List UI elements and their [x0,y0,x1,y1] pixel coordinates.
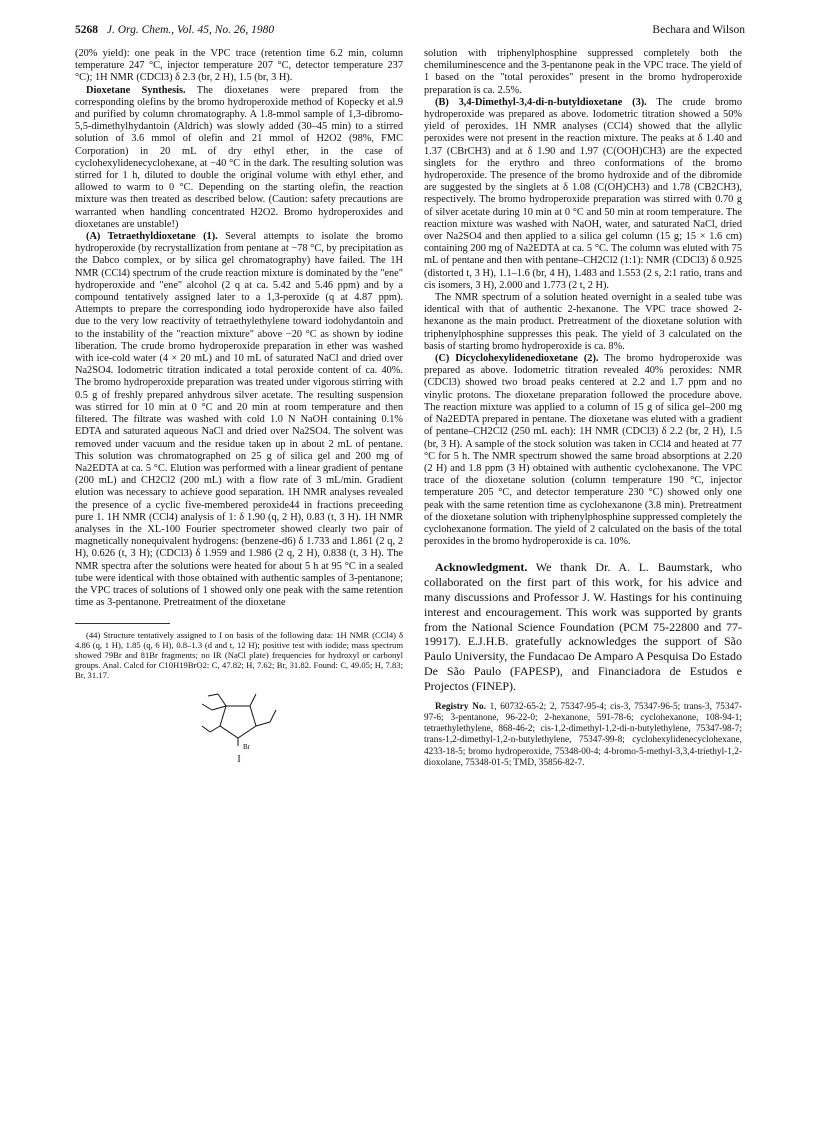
section-heading: Dioxetane Synthesis. [86,84,186,96]
paragraph [75,231,403,609]
section-heading: (A) Tetraethyldioxetane (1). [86,231,218,243]
paragraph-text: Several attempts to isolate the bromo hydroperoxide (by recrystallization from pentane at −78 °C, by precipitation as the Dabco complex, or by silica gel chromatography) have failed. The 1H NMR (CCl4) spectrum of the crude reaction mixture is dominated by the "ene" hydroperoxide and "ene" alcohol (2 q at ca. 5.42 and 5.46 ppm) and by a compound tentatively assigned later to a 1,3-peroxide (q at 4.87 ppm). Attempts to prepare the corresponding iodo hydroperoxide have also failed due to the very low reactivity of tetraethylethylene toward iodohydantoin and to the instability of the "reaction mixture" above −20 °C as shown by iodine liberation. The crude bromo hydroperoxide preparation in ether was washed with ice-cold water (4 × 20 mL) and 10 mL of saturated NaCl and dried over Na2SO4. Iodometric titration indicated a total peroxide content of ca. 40%. The bromo hydroperoxide preparation was treated under vigorous stirring with 0.5 g of freshly prepared anhydrous silver acetate. The resulting suspension was stirred for 10 min at 0 °C and 20 min at room temperature and then filtered. The filtrate was washed with cold 1.0 N NaOH containing 0.1% EDTA and saturated aqueous NaCl and dried over Na2SO4. The solvent was removed under vacuum and the residue taken up in about 2 mL of pentane. This solution was chromatographed on 25 g of silica gel and 200 mg of Na2EDTA at ca. 5 °C. Elution was performed with a linear gradient of pentane (200 mL) and CH2Cl2 (200 mL) with a flow rate of 3 mL/min. Gradient elution was necessary to achieve good separation. 1H NMR analyses revealed the presence of a cyclic five-membered peroxide44 in fractions preceeding pure 1. 1H NMR (CCl4) analysis of 1: δ 1.90 (q, 2 H), 0.83 (t, 3 H). 1H NMR analyses in the XL-100 Fourier spectrometer showed clearly two pair of magnetically nonequivalent hydrogens: (benzene-d6) δ 1.733 and 1.861 (2 q, 2 H), 0.626 (t, 3 H); (CDCl3) δ 1.959 and 1.986 (2 q, 2 H), 0.838 (t, 3 H). The NMR spectra after the solutions were heated for about 5 h at 95 °C in a sealed tube were identical with those obtained with authentic samples of 3-pentanone; the VPC traces of solutions of 1 showed only one peak with the same retention time as 3-pentanone. Pretreatment of the dioxetane [75,231,403,609]
paragraph: solution with triphenylphosphine suppressed completely both the chemiluminescence and the 3-pentanone peak in the VPC trace. The yield of 1 based on the "total peroxides" present in the bromo hydroperoxide preparation is ca. 2.5%. [424,48,742,96]
paragraph-text: The crude bromo hydroperoxide was prepared as above. Iodometric titration showed a 50% yield of peroxides. 1H NMR analyses (CCl4) showed that the allylic peroxides were not present in the reaction mixture. The peaks at δ 1.40 and 1.37 (CBrCH3) and at δ 1.90 and 1.97 (C(OOH)CH3) are the expected singlets for the erythro and threo conformations of the bromo hydroperoxide. The presence of the bromo hydroxide and of the dibromide are suggested by the singlets at δ 1.08 (C(OH)CH3) and 1.78 (CB2CH3), respectively. The bromo hydroperoxide preparation was stirred with 0.70 g of silver acetate during 10 min at 0 °C and 50 min at room temperature. The reaction mixture was washed with NaOH, water, and saturated NaCl, dried over Na2SO4 and then applied to a silica gel column (15 g; 15 × 1.6 cm) containing 200 mg of Na2EDTA at ca. 5 °C. The column was eluted with 75 mL of pentane and then with pentane–CH2Cl2 (1:1): NMR (CDCl3) δ 0.925 (distorted t, 3 H), 1.1–1.6 (br, 4 H), 1.483 and 1.553 (2 s, 2:1 ratio, trans and cis isomers, 3 H), 2.000 and 1.773 (2 t, 2 H). [424,96,742,291]
right-column [424,48,742,769]
header-left [75,24,274,36]
running-header [75,24,745,46]
acknowledgment-heading: Acknowledgment. [435,560,528,575]
paragraph [424,353,742,548]
structure-figure [75,688,403,766]
journal-citation: J. Org. Chem., Vol. 45, No. 26, 1980 [106,24,275,36]
header-authors: Bechara and Wilson [652,24,745,36]
paragraph: (20% yield): one peak in the VPC trace (retention time 6.2 min, column temperature 247 °C, injector temperature 207 °C, detector temperature 237 °C); 1H NMR (CDCl3) δ 2.3 (br, 2 H), 1.5 (br, 3 H). [75,48,403,84]
paragraph-text: The bromo hydroperoxide was prepared as above. Iodometric titration revealed 40% peroxides: NMR (CDCl3) showed two broad peaks centered at 2.2 and 1.7 ppm and no vinylic protons. The dioxetane preparation followed the procedure above. The reaction mixture was applied to a column of 15 g of silica gel–200 mg of Na2EDTA prepared in pentane. The dioxetane was eluted with a gradient of pentane–CH2Cl2 (250 mL each): 1H NMR (CDCl3) δ 2.2 (br, 2 H), 1.5 (br, 3 H). A sample of the stock solution was taken in CCl4 and heated at 77 °C for 5 h. The NMR spectrum showed the same broad absorptions at 2.20 (2 H) and 1.8 ppm (3 H) obtained with authentic cyclohexanone. The VPC trace of the dioxetane solution (column temperature 190 °C, injector temperature 205 °C, and detector temperature 230 °C) showed only one peak with the same retention time as cyclohexanone (3.8 min). Pretreatment of the dioxetane solution with triphenylphosphine suppressed completely the cyclohexanone formation. The yield of 2 calculated on the basis of the total peroxides in the bromo hydroperoxide is ca. 10%. [424,353,742,548]
paragraph [75,85,403,231]
section-heading: (C) Dicyclohexylidenedioxetane (2). [435,353,599,365]
bromine-atom-label: Br [243,743,250,752]
acknowledgment [424,560,742,693]
footnote: (44) Structure tentatively assigned to I on basis of the following data: 1H NMR (CCl4) δ 4.86 (q, 1 H), 1.85 (q, 6 H), 0.8–1.3 (d and t, 12 H); positive test with iodide; mass spectrum showed 79Br and 81Br fragments; no IR (NaCl plate) frequencies for hydroxyl or carbonyl groups. Anal. Calcd for C10H19BrO2: C, 47.82; H, 7.62; Br, 31.82. Found: C, 49.05; H, 7.83; Br, 31.17. [75,630,403,681]
registry-text: 1, 60732-65-2; 2, 75347-95-4; cis-3, 75347-96-5; trans-3, 75347-97-6; 3-pentanone, 96-22-0; 2-hexanone, 591-78-6; cyclohexanone, 108-94-1; tetraethylethylene, 868-46-2; cis-1,2-dimethyl-1,2-di-n-butylethylene, 75347-98-7; trans-1,2-dimethyl-1,2-n-butylethylene, 75347-99-8; cyclohexylidenecyclohexane, 4233-18-5; bromo hydroperoxide, 75348-00-4; 4-bromo-5-methyl-3,3,4-triethyl-1,2-dioxolane, 75348-01-5; TMD, 35856-82-7. [424,701,742,768]
paragraph [424,97,742,292]
left-column [75,48,403,767]
section-heading: (B) 3,4-Dimethyl-3,4-di-n-butyldioxetane (3). [435,96,647,108]
registry-heading: Registry No. [435,701,486,712]
paragraph: The NMR spectrum of a solution heated overnight in a sealed tube was identical with that of authentic 2-hexanone. The VPC trace showed 2-hexanone as the main product. Pretreatment of the dioxetane solution with triphenylphosphine suppresses this peak. The yield of 3 calculated on the basis of starting bromo hydroperoxide is ca. 8%. [424,292,742,352]
registry-numbers [424,702,742,770]
structure-diagram [184,688,294,752]
acknowledgment-paragraph [424,560,742,693]
registry-paragraph [424,702,742,770]
footnote-divider [75,623,170,624]
paragraph-text: The dioxetanes were prepared from the corresponding olefins by the bromo hydroperoxide method of Kopecky et al.9 and purified by column chromatography. A 1.8-mmol sample of 1,3-dibromo-5,5-dimethylhydantoin (Aldrich) was slowly added (30–45 min) to a stirred solution of 3.6 mmol of olefin and 21 mmol of H2O2 (98%, FMC Corporation) in 20 mL of dry ethyl ether, in the case of cyclohexylidenecyclohexane, at −40 °C in the dark. The resulting solution was stirred for 1 h, diluted to double the original volume with ethyl ether, and allowed to warm to 0 °C. Depending on the starting olefin, the reaction mixture was then treated as described below. (Caution: safety precautions are warranted when handling concentrated H2O2. Bromo hydroperoxides and dioxetanes are unstable!) [75,84,403,230]
page-number: 5268 [75,24,98,36]
structure-label: I [237,754,241,766]
acknowledgment-text: We thank Dr. A. L. Baumstark, who collaborated on the first part of this work, for his advice and many discussions and Professor J. W. Hastings for his continuing interest and encouragement. This work was supported by grants from the National Science Foundation (PCM 75-22800 and 77-19917). E.J.H.B. gratefully acknowledges the support of São Paulo University, the Fundacao De Amparo A Pesquisa Do Estado De São Paulo (FAPESP), and Financiadora de Estudos e Projectos (FINEP). [424,560,742,693]
